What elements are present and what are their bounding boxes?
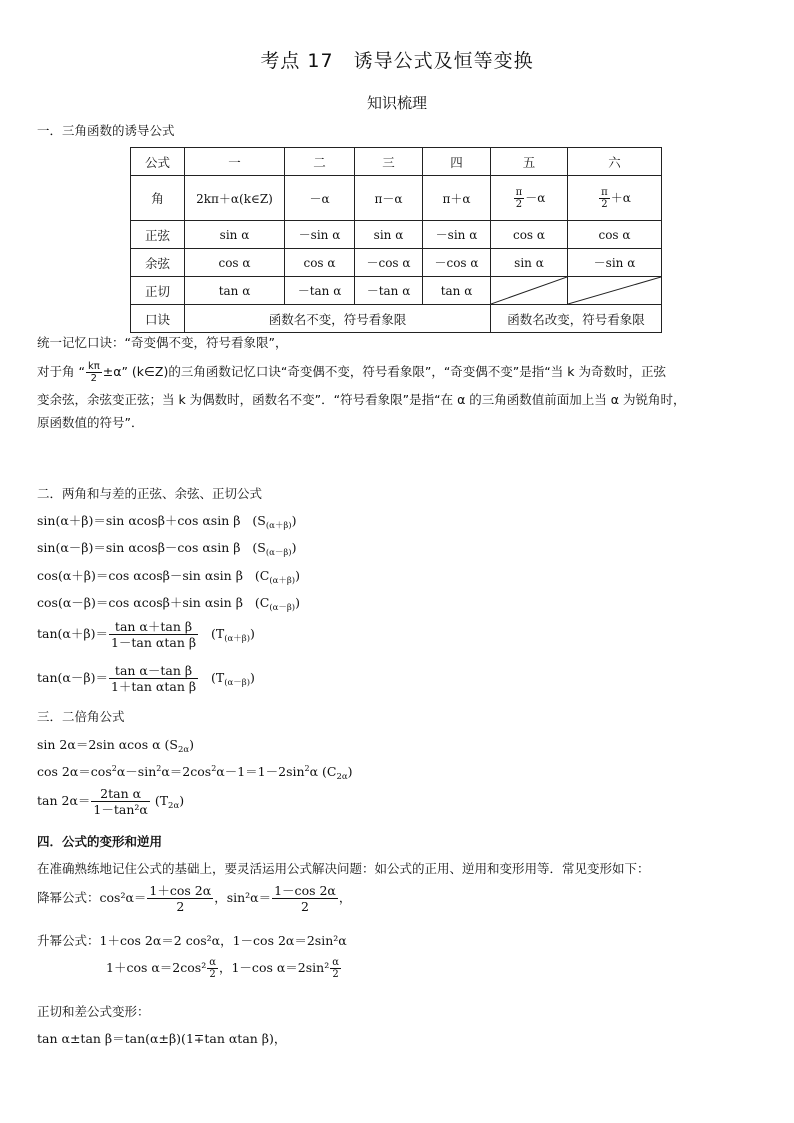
mnemonic-changed: 函数名改变，符号看象限 (491, 305, 662, 333)
page-subtitle: 知识梳理 (366, 94, 427, 112)
formula-power-raising-2: 1＋cos α＝2cos² $\frac{\alpha}{2}$ ，1－cos α＝2sin² $\frac{\alpha}{2}$ (106, 957, 339, 980)
row-label: 余弦 (131, 249, 185, 277)
section-4-intro: 在准确熟练地记住公式的基础上，要灵活运用公式解决问题：如公式的正用、逆用和变形用等．常见变形如下： (37, 861, 650, 876)
table-cell: sin α (355, 221, 423, 249)
formula-cos-double: $\cos 2\alpha=\cos^2\alpha-\sin^2\alpha=2\cos^2\alpha-1=1-2\sin^2\alpha$ $(C_{2\alpha})$ (37, 764, 353, 782)
table-cell: sin α (491, 249, 568, 277)
formula-cos-sum: cos(α＋β)＝cos αcosβ－sin αsin β $(C_{(\alpha+\beta)})$ (37, 568, 300, 586)
table-cell: cos α (185, 249, 285, 277)
diagonal-empty-cell (491, 277, 568, 305)
table-cell: tan α (185, 277, 285, 305)
table-cell: π－α (355, 176, 423, 221)
table-row-tangent (131, 277, 662, 305)
table-header-cell: 五 (491, 148, 568, 176)
table-header-cell: 四 (423, 148, 491, 176)
induction-formula-table (130, 147, 662, 333)
table-header-row (131, 148, 662, 176)
formula-power-reduction: 降幂公式：cos²α＝ $\frac{1+\cos 2\alpha}{2}$ ，sin²α＝ $\frac{1-\cos 2\alpha}{2}$ ， (37, 883, 352, 914)
table-cell: －α (285, 176, 355, 221)
table-header-cell: 六 (568, 148, 662, 176)
table-cell: cos α (285, 249, 355, 277)
table-cell: cos α (568, 221, 662, 249)
table-cell: －sin α (423, 221, 491, 249)
formula-tan-double: tan 2α＝ $\frac{\text{2tan α}}{\text{1－tan²α}}$ $(T_{2\alpha})$ (37, 786, 185, 817)
table-header-cell: 公式 (131, 148, 185, 176)
tan-variant-label: 正切和差公式变形： (37, 1004, 150, 1019)
table-cell: －tan α (355, 277, 423, 305)
table-header-cell: 三 (355, 148, 423, 176)
table-row-cosine (131, 249, 662, 277)
table-cell-pi-half-plus: $\frac{\pi}{2}$ ＋α (568, 176, 662, 221)
memo-line: 统一记忆口诀：“奇变偶不变，符号看象限”， (37, 335, 288, 350)
page-title: 考点 17 诱导公式及恒等变换 (260, 50, 534, 72)
table-cell: cos α (491, 221, 568, 249)
table-cell: π＋α (423, 176, 491, 221)
table-cell: －cos α (423, 249, 491, 277)
table-header-cell: 二 (285, 148, 355, 176)
formula-tan-variant: tan α±tan β＝tan(α±β)(1∓tan αtan β)， (37, 1031, 287, 1046)
formula-sin-double: sin 2α＝2sin αcos α $(S_{2\alpha})$ (37, 737, 194, 755)
formula-tan-sum: tan(α＋β)＝ $\frac{\text{tan α＋tan β}}{\text{1－tan αtan β}}$ $(T_{(\alpha+\beta)})$ (37, 619, 255, 650)
section-3-heading: 三．二倍角公式 (37, 709, 125, 724)
section-4-heading: 四．公式的变形和逆用 (37, 834, 163, 849)
table-cell-pi-half-minus: $\frac{\pi}{2}$ －α (491, 176, 568, 221)
row-label: 正弦 (131, 221, 185, 249)
row-label: 角 (131, 176, 185, 221)
table-row-angle (131, 176, 662, 221)
table-cell: 2kπ＋α(k∈Z) (185, 176, 285, 221)
table-cell: sin α (185, 221, 285, 249)
formula-tan-diff: tan(α－β)＝ $\frac{\text{tan α－tan β}}{\text{1＋tan αtan β}}$ $(T_{(\alpha-\beta)})$ (37, 663, 255, 694)
table-cell: tan α (423, 277, 491, 305)
table-row-mnemonic (131, 305, 662, 333)
table-cell: －sin α (568, 249, 662, 277)
formula-power-raising-1: 升幂公式：1＋cos 2α＝2 cos²α，1－cos 2α＝2sin²α (37, 933, 347, 948)
row-label: 正切 (131, 277, 185, 305)
mnemonic-unchanged: 函数名不变，符号看象限 (185, 305, 491, 333)
memo-paragraph: 对于角 “ $\frac{k\pi}{2}$ ±α” (k∈Z)的三角函数记忆口诀“奇变偶不变，符号看象限”，“奇变偶不变”是指“当 k 为奇数时，正弦 变余弦，余弦变正弦；当 k 为偶数时，函数名不变”．“符号看象限”是指“在 α 的三角函数值前面加上当 α 为锐角时， 原函数值的符号”． (37, 361, 686, 430)
section-2-heading: 二．两角和与差的正弦、余弦、正切公式 (37, 486, 263, 501)
section-1-heading: 一．三角函数的诱导公式 (37, 123, 175, 138)
table-row-sine (131, 221, 662, 249)
row-label: 口诀 (131, 305, 185, 333)
table-cell: －sin α (285, 221, 355, 249)
formula-sin-sum: sin(α＋β)＝sin αcosβ＋cos αsin β $(S_{(\alpha+\beta)})$ (37, 513, 297, 531)
table-header-cell: 一 (185, 148, 285, 176)
diagonal-empty-cell (568, 277, 662, 305)
table-cell: －cos α (355, 249, 423, 277)
formula-sin-diff: sin(α－β)＝sin αcosβ－cos αsin β $(S_{(\alpha-\beta)})$ (37, 540, 297, 558)
formula-cos-diff: cos(α－β)＝cos αcosβ＋sin αsin β $(C_{(\alpha-\beta)})$ (37, 595, 300, 613)
table-cell: －tan α (285, 277, 355, 305)
